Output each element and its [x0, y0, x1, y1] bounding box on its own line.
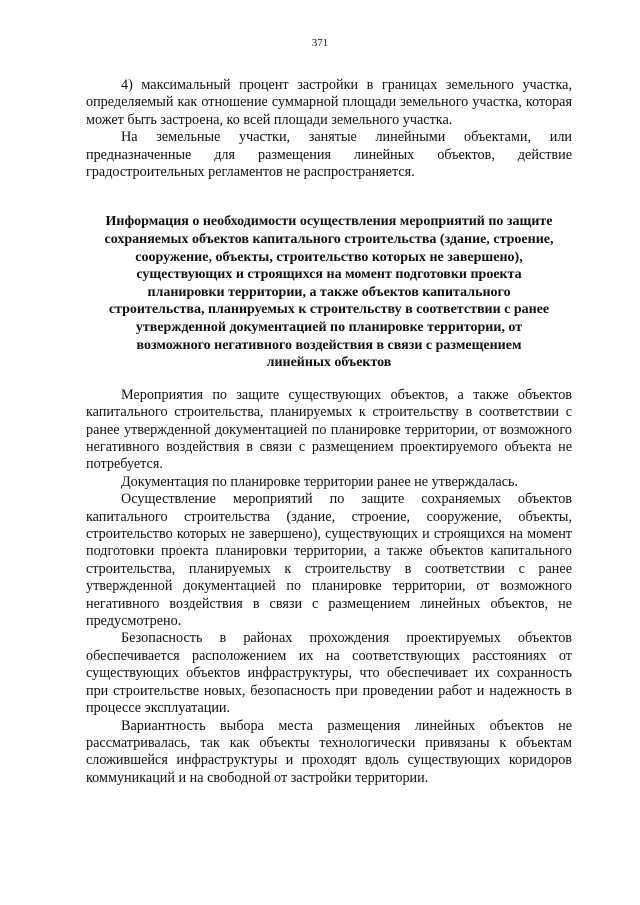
paragraph-protection-measures: Мероприятия по защите существующих объектов, а также объектов капитального строительства, планируемых к строительству в соответствии с ранее утвержденной документацией по планировке территории, от возможного негативного воздействия в связи с размещением проектируемого объекта не потребуется. [86, 386, 572, 473]
heading-line: строительства, планируемых к строительству в соответствии с ранее [108, 302, 550, 318]
paragraph-max-building-percent: 4) максимальный процент застройки в границах земельного участка, определяемый как отношение суммарной площади земельного участка, которая может быть застроена, ко всей площади земельного участка. [86, 77, 572, 128]
heading-line: сохраняемых объектов капитального строительства (здание, строение, [104, 232, 554, 248]
heading-line: утвержденной документацией по планировке территории, от [135, 320, 523, 335]
heading-line: Информация о необходимости осуществления мероприятий по защите [105, 214, 553, 230]
paragraph-route-alternatives: Вариантность выбора места размещения линейных объектов не рассматривалась, так как объекты технологически привязаны к объектам сложившейся инфраструктуры и проходят вдоль существующих коридоров коммуникаций и на свободной от застройки территории. [86, 717, 572, 786]
section-heading [86, 213, 572, 371]
heading-line: сооружение, объекты, строительство которых не завершено), [135, 249, 523, 265]
paragraph-linear-objects-regulation: На земельные участки, занятые линейными объектами, или предназначенные для размещения линейных объектов, действие градостроительных регламентов не распространяется. [86, 129, 572, 181]
document-body [86, 77, 572, 787]
paragraph-safety: Безопасность в районах прохождения проектируемых объектов обеспечивается расположением их на соответствующих расстояниях от существующих объектов инфраструктуры, что обеспечивает их сохранность при строительстве новых, безопасность при проведении работ и надежность в процессе эксплуатации. [86, 630, 572, 717]
heading-line: возможного негативного воздействия в связи с размещением [136, 337, 522, 353]
paragraph-documentation-status: Документация по планировке территории ранее не утверждалась. [121, 473, 519, 490]
heading-line: планировки территории, а также объектов капитального [147, 284, 511, 300]
page-number: 371 [311, 37, 329, 49]
paragraph-measures-not-provided: Осуществление мероприятий по защите сохраняемых объектов капитального строительства (здание, строение, сооружение, объекты, строительство которых не завершено), существующих и строящихся на момент подготовки проекта планировки территории, а также объектов капитального строительства, планируемых к строительству в соответствии с ранее утвержденной документацией по планировке территории, от возможного негативного воздействия в связи с размещением линейных объектов, не предусмотрено. [86, 491, 572, 630]
heading-line: линейных объектов [266, 355, 392, 371]
heading-line: существующих и строящихся на момент подготовки проекта [136, 267, 522, 283]
